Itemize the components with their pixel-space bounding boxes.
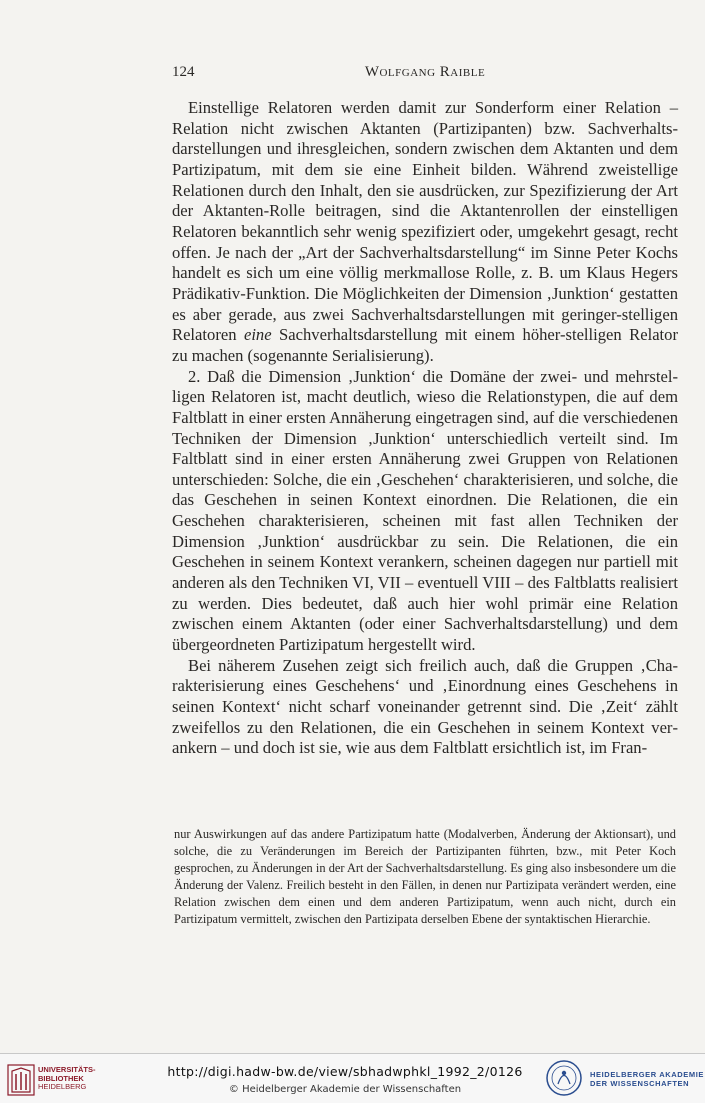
running-head: Wolfgang Raible (364, 64, 486, 80)
paragraph-1-emphasis: eine (243, 325, 272, 345)
university-line-2: BIBLIOTHEK (38, 1073, 84, 1083)
university-library-name (38, 1066, 96, 1092)
copyright-notice: © Heidelberger Akademie der Wissenschaften (228, 1084, 462, 1095)
paragraph-1 (172, 98, 678, 367)
paragraph-1-text-a: Einstellige Relatoren werden damit zur Sonderform einer Relation – Relation nicht zwischen Aktanten (Partizipanten) bzw. Sachverhaltsdarstellungen und ihresgleichen, sondern zwischen dem Aktanten und dem Partizipatum, mit dem sie eine Einheit bilden. Während zweistellige Relationen durch den Inhalt, den sie ausdrücken, zur Spezifizierung der Art der Aktanten-Rolle beitragen, sind die Aktantenrollen der einstelligen Relatoren bekanntlich sehr wenig spezifiziert oder, umgekehrt gesagt, recht offen. Je nach der „Art der Sachverhaltsdarstellung“ im Sinne Peter Kochs handelt es sich um eine völlig merkmallose Rolle, z. B. um Klaus Hegers Prädikativ-Funktion. Die Möglichkeiten der Dimension ‚Junktion‘ gestatten es aber gerade, aus zwei Sachverhaltsdarstellungen mit geringer-stelligen Relatoren (172, 98, 678, 345)
academy-seal-icon[interactable] (545, 1059, 583, 1097)
university-line-3: HEIDELBERG (38, 1082, 87, 1091)
paragraph-1-text-b: Sachverhaltsdarstellung mit einem höher-stelligen Relator zu machen (sogenannte Serialisierung). (172, 325, 678, 365)
page-number: 124 (172, 64, 195, 80)
paragraph-3: Bei näherem Zusehen zeigt sich freilich auch, daß die Gruppen ‚Charakterisierung eines Geschehens‘ und ‚Einordnung eines Geschehens in seinen Kontext‘ nicht scharf voneinander getrennt sind. Die ‚Zeit‘ zählt zweifellos zu den Relationen, die ein Geschehen in seinem Kontext verankern – und doch ist sie, wie aus dem Faltblatt ersichtlich ist, im Fran- (172, 655, 678, 758)
academy-line-2: DER WISSENSCHAFTEN (590, 1079, 690, 1088)
academy-line-1: HEIDELBERGER AKADEMIE (590, 1070, 704, 1079)
paragraph-2: 2. Daß die Dimension ‚Junktion‘ die Domäne der zwei- und mehrstelligen Relatoren ist, macht deutlich, wieso die Relationstypen, die auf dem Faltblatt in einer ersten Annäherung eingetragen sind, auf die verschiedenen Techniken der Dimension ‚Junktion‘ unterschiedlich verteilt sind. Im Faltblatt sind in einer ersten Annäherung zwei Gruppen von Relationen unterschieden: Solche, die ein ‚Geschehen‘ charakterisieren, und solche, die das Geschehen in seinen Kontext einordnen. Die Relationen, die ein Geschehen charakterisieren, scheinen mit fast allen Techniken der Dimension ‚Junktion‘ ausdrückbar zu sein. Die Relationen, die ein Geschehen in seinem Kontext verankern, scheinen dagegen nur partiell mit anderen als den Techniken VI, VII – eventuell VIII – des Faltblatts realisiert zu werden. Dies bedeutet, daß auch hier wohl primär eine Relation zwischen einem Aktanten (oder einer Sachverhaltsdarstellung) und dem übergeordneten Partizipatum hergestellt wird. (172, 366, 678, 655)
footer-bar (0, 1053, 705, 1103)
footnote: nur Auswirkungen auf das andere Partizipatum hatte (Modalverben, Änderung der Aktionsart), und solche, die zu Veränderungen im Bereich der Partizipanten führten, bzw., mit Peter Koch gesprochen, zu Änderungen in der Art der Sachverhaltsdarstellung. Es ging also insbesondere um die Änderung der Valenz. Freilich besteht in den Fällen, in denen nur Partizipata verändert werden, eine Relation zwischen dem einen und dem anderen Partizipatum, wenn auch nicht, durch ein Partizipatum vermittelt, zwischen den Partizipata derselben Ebene der syntaktischen Hierarchie. (174, 827, 676, 927)
source-url-link[interactable]: http://digi.hadw-bw.de/view/sbhadwphkl_1992_2/0126 (167, 1064, 523, 1079)
page-header (172, 64, 678, 86)
university-line-1: UNIVERSITÄTS- (38, 1065, 96, 1074)
body-text (172, 98, 678, 759)
academy-name (590, 1070, 704, 1088)
